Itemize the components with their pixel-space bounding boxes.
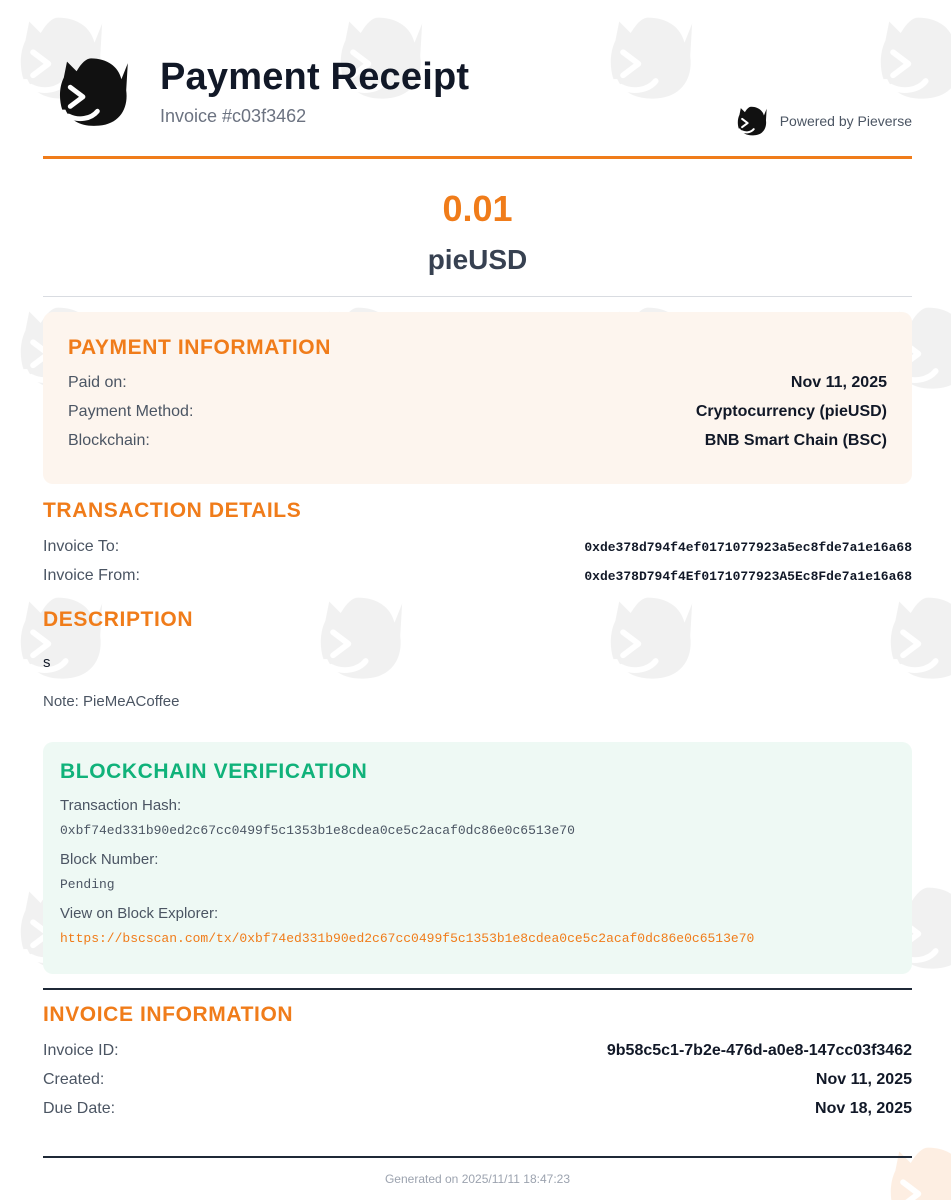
amount-value: 0.01 (442, 188, 513, 229)
block-number-label: Block Number: (60, 851, 159, 868)
generated-timestamp: Generated on 2025/11/11 18:47:23 (384, 1172, 571, 1186)
blockchain-verification-box (43, 742, 912, 974)
row-label: Created: (43, 1071, 105, 1088)
invoice-row-due-date (43, 1098, 912, 1120)
row-value: Cryptocurrency (pieUSD) (695, 403, 887, 420)
description-title: DESCRIPTION (43, 608, 194, 631)
row-value: Nov 18, 2025 (815, 1100, 912, 1117)
payment-row-blockchain (68, 430, 887, 452)
transaction-row-invoice-to (43, 536, 912, 558)
row-value: Nov 11, 2025 (815, 1071, 912, 1088)
payment-row-paid-on (68, 372, 887, 394)
payment-row-method (68, 401, 887, 423)
transaction-hash-value: 0xbf74ed331b90ed2c67cc0499f5c1353b1e8cdea0ce5c2acaf0dc86e0c6513e70 (60, 823, 575, 838)
row-value: Nov 11, 2025 (790, 374, 887, 391)
powered-by-text: Powered by Pieverse (779, 113, 912, 129)
block-explorer-label: View on Block Explorer: (60, 905, 219, 922)
row-label: Invoice From: (43, 567, 140, 584)
powered-by (734, 104, 912, 138)
row-label: Invoice To: (43, 538, 120, 555)
row-label: Blockchain: (68, 432, 150, 449)
invoice-row-id (43, 1040, 912, 1062)
row-label: Payment Method: (68, 403, 194, 420)
blockchain-verification-title: BLOCKCHAIN VERIFICATION (60, 760, 368, 783)
block-explorer-link[interactable]: https://bscscan.com/tx/0xbf74ed331b90ed2c67cc0499f5c1353b1e8cdea0ce5c2acaf0dc86e0c6513e70 (60, 931, 755, 946)
payment-information-title: PAYMENT INFORMATION (68, 336, 332, 359)
block-number-value: Pending (60, 877, 115, 892)
payment-information-box (43, 312, 912, 484)
row-value: 0xde378d794f4ef0171077923a5ec8fde7a1e16a68 (584, 539, 912, 555)
invoice-row-created (43, 1069, 912, 1091)
transaction-details-title: TRANSACTION DETAILS (43, 499, 302, 522)
row-label: Paid on: (68, 374, 127, 391)
invoice-number: Invoice #c03f3462 (160, 106, 307, 126)
invoice-information-title: INVOICE INFORMATION (43, 1003, 294, 1026)
row-label: Due Date: (43, 1100, 116, 1117)
description-text: s (43, 654, 51, 671)
row-value: BNB Smart Chain (BSC) (704, 432, 887, 449)
transaction-row-invoice-from (43, 565, 912, 587)
row-value: 9b58c5c1-7b2e-476d-a0e8-147cc03f3462 (606, 1042, 912, 1059)
pieverse-small-logo-icon (734, 104, 768, 138)
amount-currency: pieUSD (427, 244, 528, 275)
header-divider (43, 156, 912, 159)
footer-divider (43, 1156, 912, 1158)
pieverse-cat-logo-icon (51, 52, 131, 132)
row-value: 0xde378D794f4Ef0171077923A5Ec8Fde7a1e16a68 (584, 568, 912, 584)
row-label: Invoice ID: (43, 1042, 119, 1059)
description-note: Note: PieMeACoffee (43, 693, 180, 710)
page-title: Payment Receipt (160, 56, 470, 98)
transaction-hash-label: Transaction Hash: (60, 797, 182, 814)
amount-divider (43, 296, 912, 297)
receipt-page (43, 0, 912, 1200)
invoice-info-divider (43, 988, 912, 990)
